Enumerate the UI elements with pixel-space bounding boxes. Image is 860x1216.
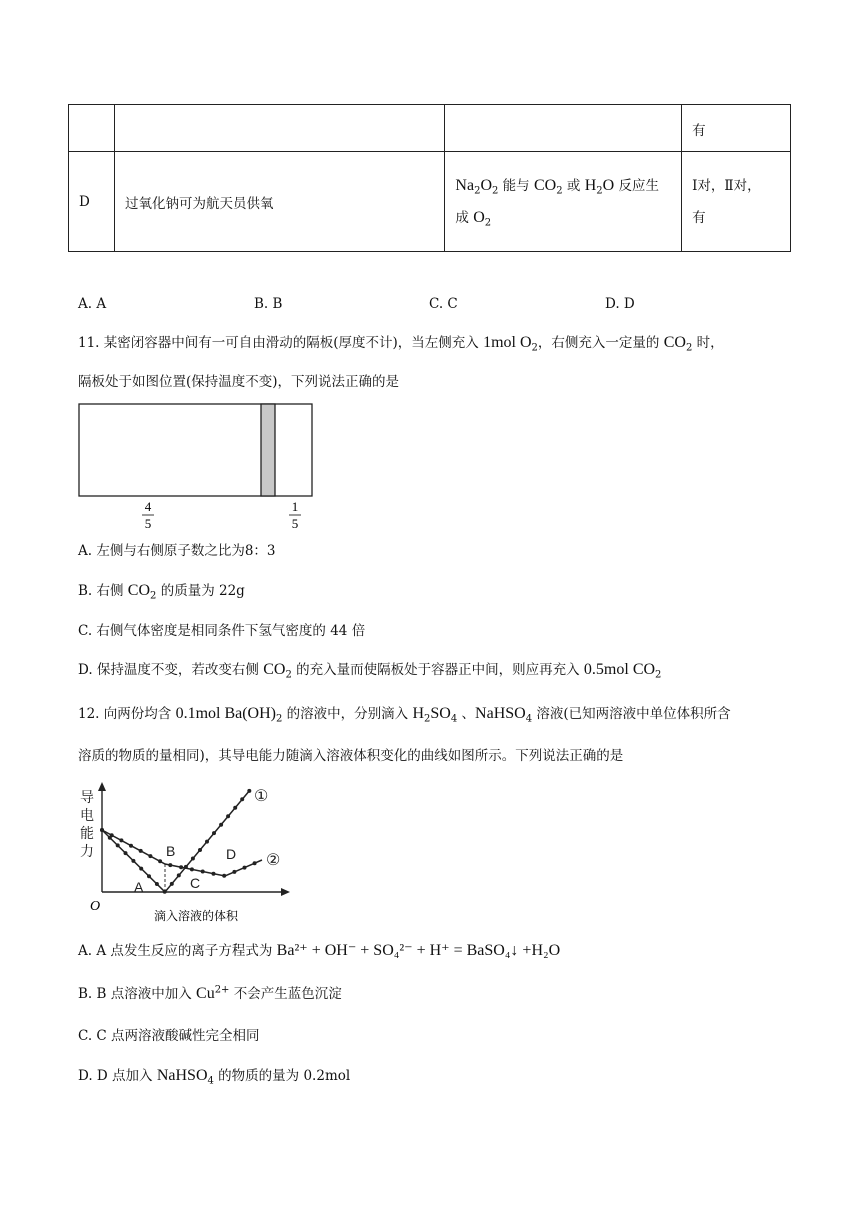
curve-point (226, 814, 230, 818)
subscript: 2 (474, 185, 481, 197)
curve-point (201, 870, 205, 874)
judgement-line1: Ⅰ对，Ⅱ对， (692, 177, 761, 194)
formula-text: NaHSO (156, 1067, 208, 1084)
q11-option-c[interactable]: C. 右侧气体密度是相同条件下氢气密度的 44 倍 (78, 623, 366, 639)
curve-point (139, 867, 143, 871)
conductivity-graph (80, 780, 300, 930)
judgement-line2: 有 (692, 209, 706, 226)
formula-text: Na (455, 176, 475, 194)
frac-right-den: 5 (291, 516, 299, 531)
subscript: 2 (556, 185, 563, 197)
subscript: 2 (655, 669, 662, 681)
q12-stem-line1 (78, 704, 731, 724)
container-diagram (76, 400, 316, 536)
x-axis-label: 滴入溶液的体积 (154, 909, 239, 923)
option-text: 的充入量而使隔板处于容器正中间，则应再充入 (291, 662, 584, 678)
choice-a[interactable]: A. A (78, 296, 107, 312)
subscript: 2 (285, 669, 292, 681)
curve-point (147, 874, 151, 878)
stem-text: ，右侧充入一定量的 (537, 335, 664, 351)
formula-text: O (602, 176, 615, 194)
table-row (69, 105, 791, 152)
question10-table (68, 104, 791, 252)
stem-text: 11. 某密闭容器中间有一可自由滑动的隔板(厚度不计)，当左侧充入 (78, 335, 484, 351)
curve-point (158, 859, 162, 863)
statement1-cell (114, 152, 444, 252)
formula-text: H (412, 705, 425, 722)
q11-option-b[interactable] (78, 581, 245, 601)
subscript: 2 (531, 342, 538, 354)
subscript: 4 (450, 713, 458, 725)
container-box (79, 404, 312, 496)
table-cell (682, 105, 791, 152)
choice-d[interactable]: D. D (605, 296, 635, 312)
curve-point (247, 789, 251, 793)
frac-left-den: 5 (144, 516, 152, 531)
formula-text: CO (263, 661, 286, 678)
formula-text: Cu (196, 985, 215, 1002)
point-b-label: B (166, 843, 176, 859)
curve-point (219, 823, 223, 827)
subscript: 4 (207, 1075, 214, 1087)
subscript: 2 (276, 713, 283, 725)
curve-point (148, 854, 152, 858)
curve-point (124, 851, 128, 855)
option-text: 的物质的量为 0.2mol (213, 1068, 351, 1084)
curve-point (233, 806, 237, 810)
origin-label: O (90, 899, 101, 914)
statement-text: 反应生 (614, 177, 659, 194)
curve-1 (102, 790, 250, 892)
q12-stem-line2: 溶质的物质的量相同)，其导电能力随滴入溶液体积变化的曲线如图所示。下列说法正确的是 (78, 748, 624, 764)
partition (261, 404, 275, 496)
curve-point (243, 866, 247, 870)
frac-right-num: 1 (291, 499, 299, 514)
frac-left-num: 4 (144, 499, 152, 514)
curve-point (131, 859, 135, 863)
table-cell (69, 105, 115, 152)
q11-option-a[interactable]: A. 左侧与右侧原子数之比为8：3 (78, 543, 276, 559)
y-axis-label: 导 (80, 790, 94, 806)
stem-text: 溶液(已知两溶液中单位体积所含 (532, 706, 731, 722)
curve-point (129, 844, 133, 848)
curve-point (170, 882, 174, 886)
curve-point (163, 890, 167, 894)
subscript: 2 (492, 185, 499, 197)
curve-point (100, 828, 104, 832)
curve-point (168, 863, 172, 867)
formula-text: H (584, 176, 597, 194)
choice-b[interactable]: B. B (254, 296, 283, 312)
subscript: 2 (484, 217, 492, 229)
curve-point (205, 840, 209, 844)
formula-text: CO (533, 176, 557, 194)
curve-point (198, 848, 202, 852)
y-axis-label: 电 (80, 808, 94, 824)
point-d-label: D (226, 846, 237, 862)
table-cell (445, 105, 682, 152)
table-cell (114, 105, 444, 152)
curve-point (212, 872, 216, 876)
ionic-equation: Ba²⁺ + OH⁻ + SO₄²⁻ + H⁺ = BaSO₄↓ +H₂O (276, 942, 561, 959)
curve-point (110, 833, 114, 837)
formula-text: NaHSO (475, 705, 526, 722)
option-text: D. 保持温度不变，若改变右侧 (78, 662, 264, 678)
formula-text: O (473, 208, 485, 226)
statement-text: 或 (562, 177, 585, 194)
option-text: B. 右侧 (78, 583, 128, 599)
statement-text: 成 (455, 209, 474, 226)
q12-option-d[interactable] (78, 1066, 350, 1086)
choice-c[interactable]: C. C (429, 296, 458, 312)
stem-text: 12. 向两份均含 (78, 706, 176, 722)
statement-text: 能与 (498, 177, 534, 194)
curve-point (212, 831, 216, 835)
judgement-text: 有 (692, 123, 706, 139)
option-text: D. D 点加入 (78, 1068, 157, 1084)
q11-stem-line2: 隔板处于如图位置(保持温度不变)，下列说法正确的是 (78, 374, 400, 390)
option-label: D (79, 193, 90, 210)
option-label-cell (69, 152, 115, 252)
formula-text: O (480, 176, 493, 194)
x-axis-arrow (281, 888, 290, 896)
option-text: B. B 点溶液中加入 (78, 986, 197, 1002)
q12-option-b[interactable] (78, 984, 342, 1004)
curve-point (190, 867, 194, 871)
table-row (69, 152, 791, 252)
y-axis-label: 力 (80, 844, 94, 860)
subscript: 4 (525, 713, 533, 725)
curve-point (155, 882, 159, 886)
curve-2-label: ② (266, 852, 281, 869)
curve-point (253, 861, 257, 865)
subscript: 2 (150, 590, 157, 602)
q11-option-d[interactable] (78, 660, 661, 680)
stem-text: 时， (692, 335, 724, 351)
curve-point (179, 865, 183, 869)
point-a-label: A (134, 879, 144, 895)
y-axis-label: 能 (80, 826, 94, 842)
statement1: 过氧化钠可为航天员供氧 (124, 195, 274, 212)
judgement-cell (682, 152, 791, 252)
q12-option-c[interactable]: C. C 点两溶液酸碱性完全相同 (78, 1028, 260, 1044)
y-axis-arrow (98, 782, 106, 791)
curve-point (191, 857, 195, 861)
curve-point (177, 873, 181, 877)
q12-option-a[interactable] (78, 941, 560, 961)
q11-stem-line1 (78, 333, 724, 353)
curve-1-label: ① (254, 788, 269, 805)
curve-point (116, 843, 120, 847)
formula-text: SO (430, 705, 451, 722)
point-c-label: C (190, 875, 201, 891)
curve-point (119, 838, 123, 842)
formula-text: CO (127, 582, 151, 599)
statement2-cell (445, 152, 682, 252)
subscript: 2 (685, 342, 693, 354)
curve-point (232, 870, 236, 874)
option-text: 不会产生蓝色沉淀 (229, 986, 342, 1002)
curve-point (139, 849, 143, 853)
curve-point (240, 797, 244, 801)
stem-text: 的溶液中，分别滴入 (282, 706, 413, 722)
formula-text: 0.1mol Ba(OH) (175, 705, 276, 722)
curve-point (222, 874, 226, 878)
option-text: 的质量为 22g (156, 583, 245, 599)
formula-text: 1mol O (483, 334, 532, 351)
superscript: 2+ (214, 984, 230, 996)
option-text: A. A 点发生反应的离子方程式为 (78, 943, 277, 959)
stem-text: 、 (457, 706, 476, 722)
formula-text: CO (663, 334, 686, 351)
curve-point (184, 865, 188, 869)
formula-text: 0.5mol CO (583, 661, 656, 678)
subscript: 2 (424, 713, 431, 725)
subscript: 2 (596, 185, 603, 197)
